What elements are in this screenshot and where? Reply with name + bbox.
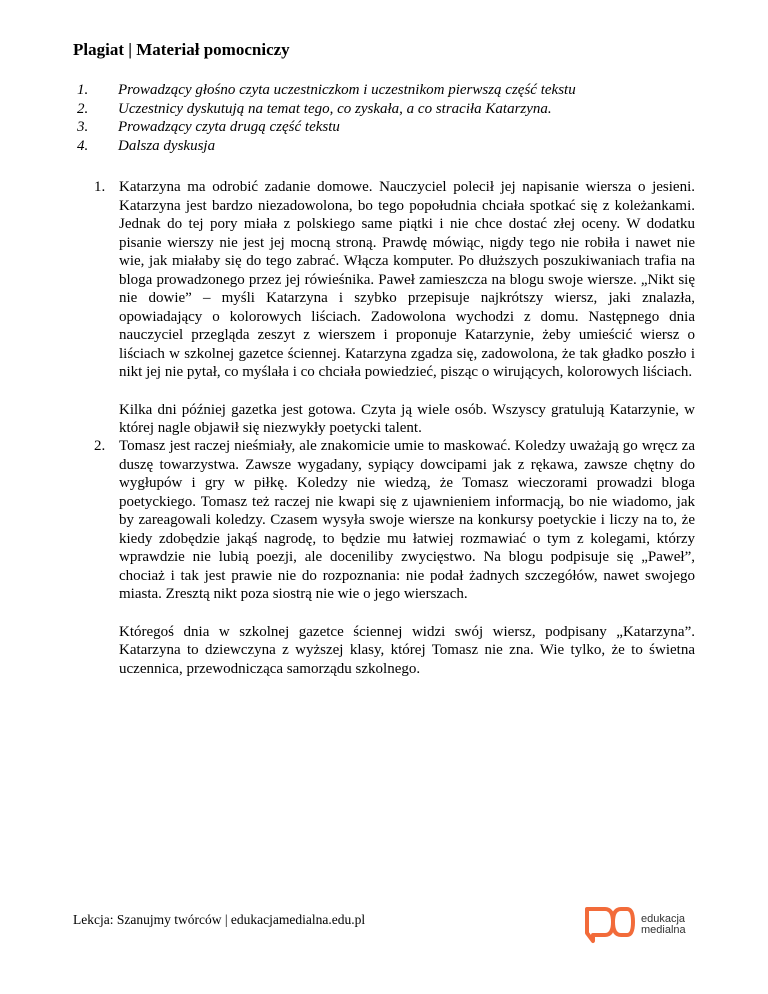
page-title: Plagiat | Materiał pomocniczy — [73, 40, 290, 59]
steps-list — [77, 81, 697, 155]
paragraph: Tomasz jest raczej nieśmiały, ale znakomicie umie to maskować. Koledzy uważają go wręcz za duszę towarzystwa. Zawsze wygadany, sypiący dowcipami jak z rękawa, zawsze chętny do wygłupów i gry w piłkę. Koledzy nie wiedzą, że Tomasz wieczorami prowadzi bloga poetyckiego. Tomasz też raczej nie kwapi się z ujawnieniem informacją, bo nie wiadomo, jak by zareagowali koledzy. Czasem wysyła swoje wiersze na konkursy poetyckie i liczy na to, że kiedy zdobędzie jakąś nagrodę, to będzie mu łatwiej rozmawiać o tym z kolegami, którzy wprawdzie nie lubią poezji, ale doceniliby zwycięstwo. Na blogu podpisuje się „Paweł”, chociaż i tak jest prawie nie do rozpoznania: nie podał żadnych szczegółów, nawet swojego miasta. Zresztą nikt poza siostrą nie wie o jego wierszach. — [119, 438, 695, 602]
footer-text: Lekcja: Szanujmy twórców | edukacjamedialna.edu.pl — [73, 912, 366, 927]
list-item: 2. Uczestnicy dyskutują na temat tego, co zyskała, a co straciła Katarzyna. — [77, 100, 552, 117]
paragraph: Któregoś dnia w szkolnej gazetce ściennej widzi swój wiersz, podpisany „Katarzyna”. Katarzyna to dziewczyna z wyższej klasy, której Tomasz nie zna. Wie tylko, że to świetna uczennica, przewodnicząca samorządu szkolnego. — [119, 623, 695, 677]
paragraph: Kilka dni później gazetka jest gotowa. Czyta ją wiele osób. Wszyscy gratulują Katarzynie, w której nagle objawił się niezwykły poetycki talent. — [119, 401, 695, 436]
edukacja-medialna-logo — [583, 903, 695, 947]
logo-mark-icon — [583, 903, 635, 947]
case-two — [94, 437, 695, 678]
logo-text-line-2: medialna — [641, 924, 686, 936]
case-number: 1. — [94, 179, 106, 195]
list-item: 3. Prowadzący czyta drugą część tekstu — [77, 119, 340, 135]
case-one — [94, 178, 695, 438]
logo-text-line-1: edukacja — [641, 913, 686, 925]
paragraph: Katarzyna ma odrobić zadanie domowe. Nauczyciel polecił jej napisanie wiersza o jesieni. Katarzyna jest bardzo niezadowolona, bo tego popołudnia chciała spotkać się z koleżankami. Jednak do tej pory miała z polskiego same piątki i nie chce dostać złej oceny. W dodatku pisanie wierszy nie jest jej mocną stroną. Prawdę mówiąc, nigdy tego nie robiła i nawet nie wie, jak miałaby się do tego zabrać. Włącza komputer. Po dłuższych poszukiwaniach trafia na bloga prowadzonego przez jej rówieśnika. Paweł zamieszcza na blogu swoje wiersze. „Nikt się nie dowie” – myśli Katarzyna i szybko przepisuje najkrótszy wiersz, jaki znalazła, opowiadający o kolorowych liściach. Zadowolona wychodzi z domu. Następnego dnia nauczyciel przegląda zeszyt z wierszem i proponuje Katarzynie, żeby umieścić wiersz o liściach w szkolnej gazetce ściennej. Katarzyna zgadza się, zadowolona, że tak gładko poszło i nikt jej nie pytał, co myślała i co chciała powiedzieć, pisząc o wirujących, kolorowych liściach. — [119, 179, 695, 380]
list-item: 4. Dalsza dyskusja — [77, 137, 216, 154]
case-number: 2. — [94, 438, 106, 454]
list-item: 1. Prowadzący głośno czyta uczestniczkom i uczestnikom pierwszą część tekstu — [77, 82, 576, 98]
